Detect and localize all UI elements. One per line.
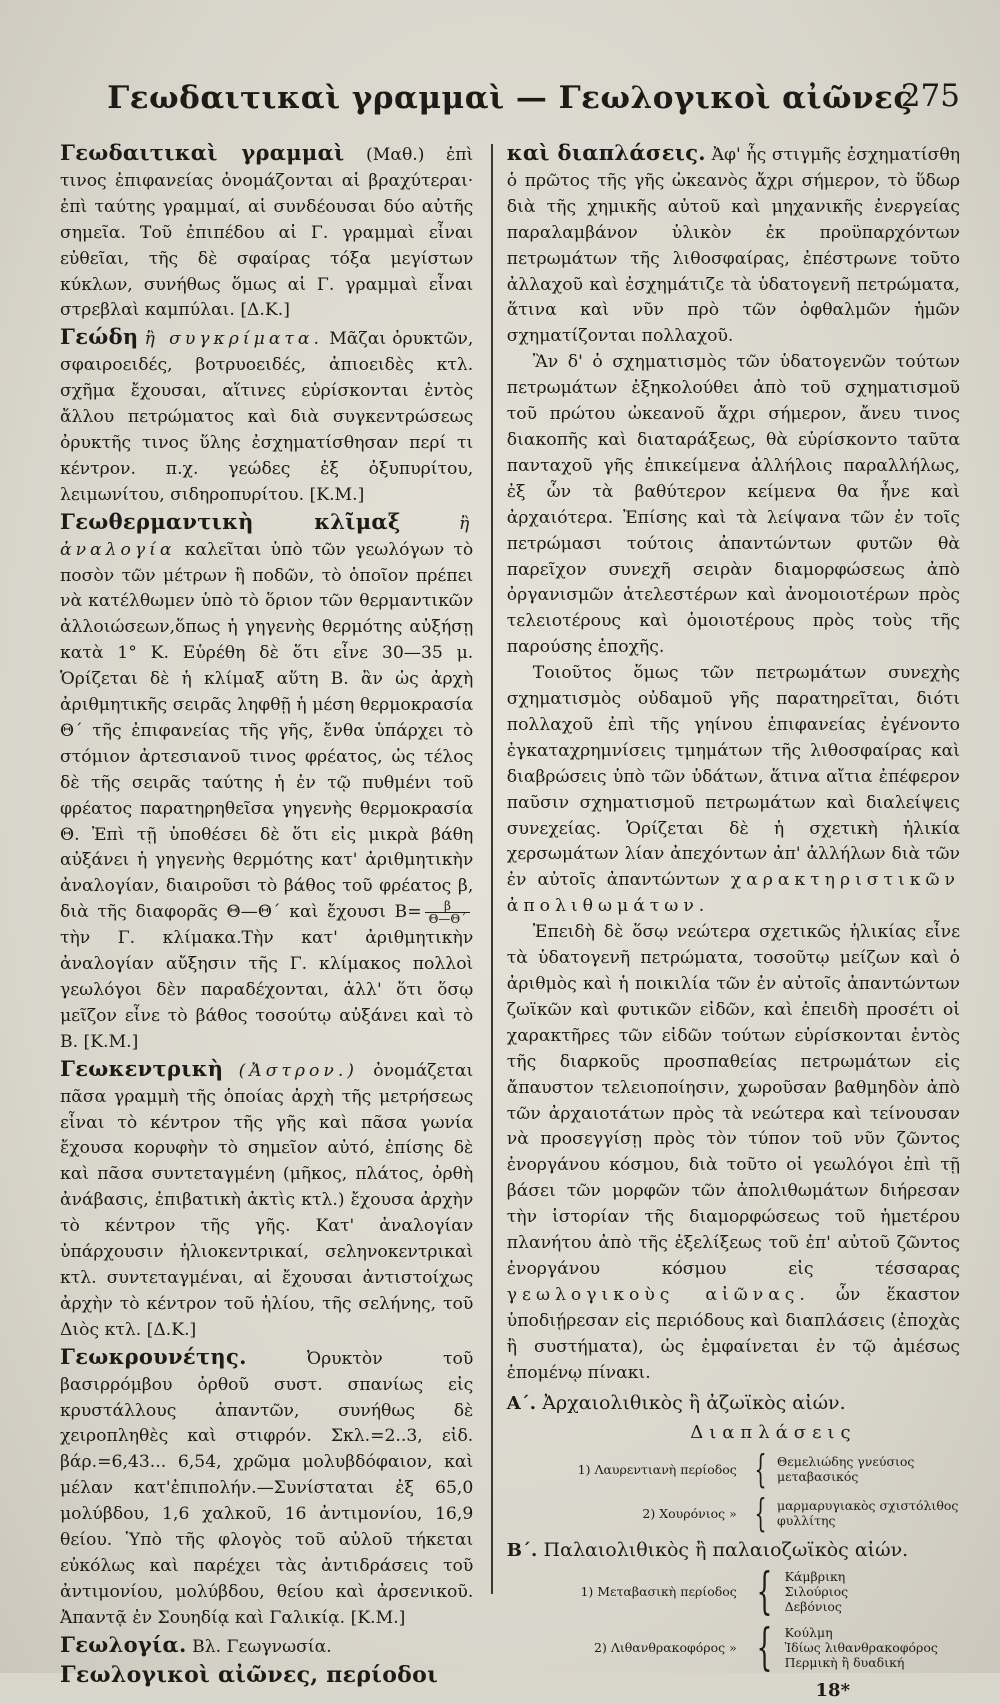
section-a-heading bbox=[507, 1391, 960, 1417]
running-title: Γεωδαιτικαὶ γραμμαὶ — Γεωλογικοὶ αἰῶνες bbox=[107, 80, 913, 116]
formation-list bbox=[785, 1569, 849, 1614]
formation-list bbox=[777, 1498, 958, 1528]
entry-text: Ἀφ' ἧς στιγμῆς ἐσχηματίσθη ὁ πρῶτος τῆς γῆς ὠκεανὸς ἄχρι σήμερον, τὸ ὕδωρ διὰ τῆς χημικῆς αὐτοῦ καὶ μηχανικῆς ἐνεργείας παραλαμβάνον ὑλικὸν ἐκ προϋπαρχόντων πετρωμάτων τῆς λιθοσφαίρας, ἐπέστρωνε τοῦτο ἀλλαχοῦ καὶ ἐσχημάτιζε τὰ ὑδατογενῆ πετρώματα, ἅτινα καὶ νῦν πρὸ τῶν ὀφθαλμῶν ἡμῶν σχηματίζονται πολλαχοῦ. bbox=[506, 145, 960, 347]
entry-headword: Γεωκεντρικὴ bbox=[60, 1055, 224, 1081]
right-column bbox=[493, 140, 960, 1702]
formation-item: μαρμαρυγιακὸς σχιστόλιθος bbox=[776, 1498, 959, 1514]
entry-geocentric bbox=[60, 1056, 473, 1344]
spaced-term: γεωλογικοὺς αἰῶνας. bbox=[506, 1284, 810, 1305]
entry-headword: καὶ διαπλάσεις. bbox=[506, 140, 706, 165]
period-name: 1) Μεταβασικὴ περίοδος bbox=[580, 1583, 737, 1599]
section-letter: Α΄. bbox=[506, 1392, 537, 1414]
period-name: 2) Λιθανθρακοφόρος » bbox=[594, 1639, 737, 1655]
table-subheading: Διαπλάσεις bbox=[690, 1422, 857, 1444]
entry-text: Ὀρυκτὸν τοῦ βασιρρόμβου ὀρθοῦ συστ. σπανίως εἰς κρυστάλλους ἀπαντῶν, συνήθως δὲ χειροπληθὲς καὶ στιφρόν. Σκλ.=2..3, εἰδ. βάρ.=6,43... 6,54, χρῶμα μολυβδόφαιον, καὶ μέλαν κατ'ἐπιπολήν.—Συνίσταται ἐξ 65,0 μολύβδου, 1,6 χαλκοῦ, 16 ἀντιμονίου, 16,9 θείου. Ὑπὸ τῆς φλογὸς τοῦ αὐλοῦ τήκεται εὐκόλως καὶ παρέχει τὰς ἀντιδράσεις τοῦ ἀντιμονίου, μολύβδου, θείου καὶ ἀρσενικοῦ. Ἀπαντᾷ ἐν Σουηδίᾳ καὶ Γαλικίᾳ. [Κ.Μ.] bbox=[60, 1348, 474, 1628]
paragraph-text: ὧν ἕκαστον ὑποδιῄρεσαν εἰς περιόδους καὶ διαπλάσεις (ἐποχὰς ἢ συστήματα), ὡς ἐμφαίνεται ἐν τῷ ἀμέσως ἑπομένῳ πίνακι. bbox=[506, 1284, 960, 1383]
spaced-term: χαρακτηριστικῶν ἀπολιθωμάτων. bbox=[506, 870, 960, 917]
entry-geothermal-gradient bbox=[60, 509, 473, 1056]
entry-headword: Γεωθερμαντικὴ κλῖμαξ bbox=[60, 508, 401, 534]
left-column bbox=[60, 140, 491, 1688]
text-columns bbox=[60, 140, 960, 1702]
period-name: 1) Λαυρεντιανὴ περίοδος bbox=[577, 1461, 737, 1477]
brace-glyph: { bbox=[756, 1618, 773, 1677]
brace-glyph: { bbox=[754, 1491, 767, 1536]
formation-list bbox=[777, 1454, 914, 1484]
formula-prefix: καὶ ἔχουσι Β= bbox=[289, 902, 422, 923]
paragraph-text: Τοιοῦτος ὅμως τῶν πετρωμάτων συνεχὴς σχηματισμὸς οὐδαμοῦ γῆς παρατηρεῖται, διότι πολλαχοῦ ἐπὶ τῆς γηίνου ἐπιφανείας ἐγένοντο ἐγκαταχρημνίσεις τμημάτων τῆς λιθοσφαίρας καὶ διαβρώσεις ὑπὸ τῶν ὑδάτων, ἅτινα αἴτια ἐπέφερον παῦσιν σχηματισμοῦ πετρωμάτων καὶ διαλείψεις συνεχείας. Ὁρίζεται δὲ ἡ σχετικὴ ἡλικία χερσωμάτων λίαν ἀπεχόντων ἀπ' ἀλλήλων διὰ τῶν ἐν αὐτοῖς ἀπαντώντων bbox=[506, 663, 960, 891]
entry-text: ὀνομάζεται πᾶσα γραμμὴ τῆς ὁποίας ἀρχὴ τῆς μετρήσεως εἶναι τὸ κέντρον τῆς γῆς καὶ πᾶσα γωνία ἔχουσα κορυφὴν τὸ σημεῖον αὐτό, ἐπίσης δὲ καὶ πᾶσα συντεταγμένη (μῆκος, πλάτος, ὀρθὴ ἀνάβασις, ἐπιβατικὴ ἀκτὶς κτλ.) ἔχουσα ἀρχὴν τὸ κέντρον τῆς γῆς. Κατ' ἀναλογίαν ὑπάρχουσιν ἡλιοκεντρικαί, σεληνοκεντρικαὶ κτλ. συντεταγμέναι, αἱ ἔχουσαι ἀντιστοίχως ἀρχὴν τὸ κέντρον τοῦ ἡλίου, τῆς σελήνης, τοῦ Διὸς κτλ. [Δ.Κ.] bbox=[60, 1060, 474, 1340]
entry-text: τὴν Γ. κλίμακα.Τὴν κατ' ἀριθμητικὴν ἀναλογίαν αὔξησιν τῆς Γ. κλίμακος πολλοὶ γεωλόγοι δὲν παραδέχονται, ἀλλ' ὅτι ὅσῳ μεῖζον εἶνε τὸ βάθος τοσούτῳ αὐξάνει καὶ τὸ Β. [Κ.Μ.] bbox=[60, 928, 474, 1052]
entry-headword: Γεωκρουνέτης. bbox=[60, 1343, 247, 1369]
formation-item: Κάμβρικη bbox=[784, 1568, 846, 1584]
brace-glyph: { bbox=[754, 1447, 767, 1492]
table-row bbox=[507, 1491, 960, 1536]
entry-text: καλεῖται ὑπὸ τῶν γεωλόγων τὸ ποσὸν τῶν μέτρων ἢ ποδῶν, τὸ ὁποῖον πρέπει νὰ κατέλθωμεν ὑπὸ τὸ ὅριον τῶν θερμαντικῶν ἀλλοιώσεων,ὅπως ἡ γηγενὴς θερμότης αὐξήσῃ κατὰ 1° Κ. Εὑρέθη δὲ ὅτι εἶνε 30—35 μ. Ὁρίζεται δὲ ἡ κλίμαξ αὕτη Β. ἂν ὡς ἀρχὴ ἀριθμητικῆς σειρᾶς ληφθῇ ἡ μέση θερμοκρασία Θ΄ τῆς ἐπιφανείας τῆς γῆς, ἔνθα ὑπάρχει τὸ στόμιον ἀρτεσιανοῦ τινος φρέατος, ὡς τέλος δὲ τῆς σειρᾶς ταύτης ἡ ἐν τῷ πυθμένι τοῦ φρέατος παρατηρηθεῖσα γηγενὴς θερμοκρασία Θ. Ἐπὶ τῇ ὑποθέσει δὲ ὅτι εἰς μικρὰ βάθη αὐξάνει ἡ γηγενὴς θερμότης κατ' ἀριθμητικὴν ἀναλογίαν, διαιροῦσι τὸ βάθος τοῦ φρέατος β, διὰ τῆς διαφορᾶς Θ—Θ΄ bbox=[60, 539, 474, 923]
entry-headword: Γεωλογία. bbox=[60, 1631, 187, 1657]
section-b-heading bbox=[507, 1538, 960, 1564]
entry-spaced-term: (Ἀστρον.) bbox=[238, 1060, 359, 1081]
brace-glyph: { bbox=[756, 1562, 773, 1621]
formula-fraction bbox=[425, 900, 471, 925]
paragraph bbox=[507, 920, 960, 1386]
paragraph bbox=[507, 661, 960, 920]
formation-list bbox=[785, 1625, 938, 1670]
entry-geological-ages bbox=[60, 1661, 473, 1689]
table-row bbox=[507, 1618, 960, 1677]
formula-denominator: Θ—Θ΄ bbox=[428, 912, 467, 927]
entry-headword: Γεώδη bbox=[60, 324, 139, 350]
formation-item: Ἰδίως λιθανθρακοφόρος bbox=[784, 1639, 938, 1655]
paragraph-text: Ἐπειδὴ δὲ ὅσῳ νεώτερα σχετικῶς ἡλικίας εἶνε τὰ ὑδατογενῆ πετρώματα, τοσοῦτῳ μείζων καὶ ὁ ἀριθμὸς καὶ ἡ ποικιλία τῶν ἐν αὐτοῖς ἀπαντώντων ζωϊκῶν καὶ φυτικῶν εἰδῶν, καὶ ἐπειδὴ προσέτι οἱ χαρακτῆρες τῶν εἰδῶν τούτων εὑρίσκονται ἐντὸς τῆς διαρκοῦς προσπαθείας πετρωμάτων εἰς ἄπαυστον τελειοποίησιν, χωροῦσαν βαθμηδὸν ἀπὸ τῶν ἀρχαιοτάτων πρὸς τὰ νεώτερα καὶ τείνουσαν νὰ προσεγγίσῃ πρὸς τὸν τύπον τοῦ νῦν ζῶντος ἐνοργάνου κόσμου, διὰ τοῦτο οἱ γεωλόγοι ἐπὶ τῇ βάσει τῶν μορφῶν τῶν ἀπολιθωμάτων διήρεσαν τὴν ἱστορίαν τῆς διαμορφώσεως τοῦ ἡμετέρου πλανήτου ἀπὸ τῆς ἐξελίξεως τοῦ ἐπ' αὐτοῦ ζῶντος ἐνοργάνου κόσμου εἰς τέσσαρας bbox=[506, 922, 960, 1279]
section-letter: Β΄. bbox=[506, 1540, 538, 1562]
formation-item: Δεβόνιος bbox=[784, 1598, 842, 1614]
entry-text: Βλ. Γεωγνωσία. bbox=[192, 1636, 332, 1657]
entry-text: Μᾶζαι ὀρυκτῶν, σφαιροειδές, βοτρυοειδές, ἀπιοειδὲς κτλ. σχῆμα ἔχουσαι, αἵτινες εὑρίσκονται ἐντὸς ἄλλου πετρώματος καὶ διὰ συγκεντρώσεως ὀρυκτῆς τινος ὕλης ἐσχηματίσθησαν περί τι κέντρον. π.χ. γεώδες ἐξ ὀξυπυρίτου, λειμωνίτου, σιδηροπυρίτου. [Κ.Μ.] bbox=[60, 329, 474, 505]
formation-item: Σιλούριος bbox=[784, 1583, 849, 1599]
formation-item: φυλλίτης bbox=[776, 1513, 836, 1529]
page-number: 275 bbox=[900, 78, 960, 114]
period-name: 2) Χουρόνιος » bbox=[642, 1505, 737, 1521]
entry-geodes bbox=[60, 324, 473, 508]
table-row bbox=[507, 1447, 960, 1492]
section-title: Παλαιολιθικὸς ἢ παλαιοζωϊκὸς αἰών. bbox=[543, 1539, 909, 1562]
formation-item: Κούλμη bbox=[784, 1624, 833, 1640]
entry-spaced-term: ἢ ἀναλογία bbox=[60, 513, 474, 560]
entry-spaced-term: ἢ συγκρίματα. bbox=[144, 329, 324, 350]
formula-numerator: β bbox=[425, 900, 471, 913]
entry-headword: Γεωλογικοὶ αἰῶνες, περίοδοι bbox=[60, 1661, 439, 1688]
formation-item: μεταβασικός bbox=[776, 1469, 859, 1485]
entry-continuation bbox=[507, 140, 960, 350]
paragraph: Ἂν δ' ὁ σχηματισμὸς τῶν ὑδατογενῶν τούτων πετρωμάτων ἐξηκολούθει ἀπὸ τοῦ σχηματισμοῦ τοῦ πρώτου ὠκεανοῦ ἄχρι σήμερον, ἄνευ τινος διακοπῆς καὶ διαταράξεως, θὰ εὑρίσκοντο ταῦτα πανταχοῦ γῆς ἐπικείμενα ἀλλήλοις παραλλήλως, ἐξ ὧν τὰ βαθύτερον κείμενα θα ἦνε καὶ ἀρχαιότερα. Ἐπίσης καὶ τὰ λείψανα τῶν ἐν τοῖς πετρώμασι τούτοις ἀπαντώντων φυτῶν θὰ παρεῖχον συνεχῆ σειρὰν διαμορφώσεως ἀπὸ ὀργανισμῶν ἀτελεστέρων καὶ ἀνομοιοτέρων πρὸς τελειοτέρους καὶ ὁμοιοτέρους πρὸς τοὺς τῆς παρούσης ἐποχῆς. bbox=[506, 352, 960, 658]
page-header bbox=[60, 72, 960, 122]
entry-headword: Γεωδαιτικαὶ γραμμαὶ bbox=[60, 140, 345, 165]
section-title: Ἀρχαιολιθικὸς ἢ ἀζωϊκὸς αἰών. bbox=[542, 1391, 846, 1414]
entry-text: (Μαθ.) ἐπὶ τινος ἐπιφανείας ὀνομάζονται αἱ βραχύτεραι· ἐπὶ ταύτης γραμμαί, αἱ συνδέουσαι δύο αὐτῆς σημεῖα. Τοῦ ἐπιπέδου αἱ Γ. γραμμαὶ εἶναι εὐθεῖαι, τῆς δὲ σφαίρας τόξα μεγίστων κύκλων, συνήθως ὅμως αἱ Γ. γραμμαὶ εἶναι στρεβλαὶ καμπύλαι. [Δ.Κ.] bbox=[60, 145, 474, 321]
entry-geodesic-lines bbox=[60, 140, 473, 324]
table-row bbox=[507, 1562, 960, 1621]
entry-geology bbox=[60, 1632, 473, 1661]
formation-item: Θεμελιώδης γνεύσιος bbox=[776, 1454, 915, 1470]
entry-geocronite bbox=[60, 1344, 473, 1632]
formation-item: Περμικὴ ἢ δυαδική bbox=[784, 1654, 905, 1670]
printer-signature-mark: 18* bbox=[815, 1680, 850, 1702]
